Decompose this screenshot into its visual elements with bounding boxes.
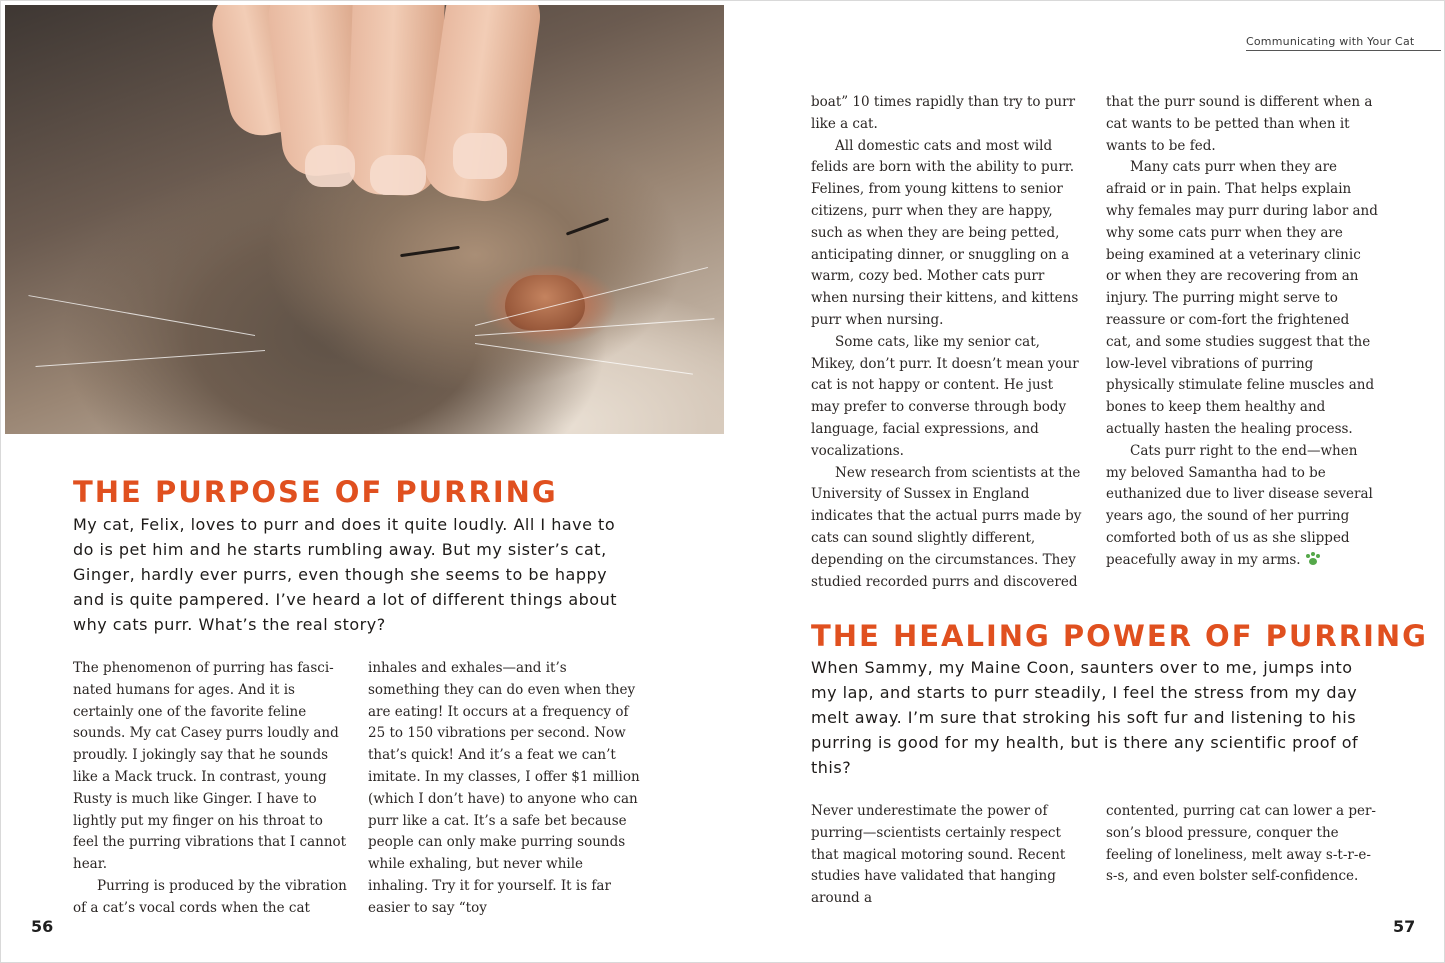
cat-eye (400, 246, 460, 257)
column-right-2 (1106, 92, 1378, 572)
paragraph: that the purr sound is different when a cat wants to be petted than when it wants to be fed. (1106, 94, 1373, 154)
column-right-4 (1106, 801, 1378, 888)
cat-photo (5, 5, 724, 434)
paragraph: Some cats, like my senior cat, Mikey, don’t purr. It doesn’t mean your cat is not happy or content. He just may prefer to converse through body language, facial expressions, and vocalizations. (811, 333, 1079, 459)
fingernail (305, 145, 355, 187)
fingernail (453, 133, 507, 179)
cat-nose (505, 275, 585, 330)
paragraph: New research from scientists at the University of Sussex in England indicates that the actual purrs made by cats can sound slightly different, depending on the circumstances. They studied recorded purrs and discovered (811, 464, 1082, 590)
paw-print-icon (1305, 552, 1321, 566)
section-title-purpose: THE PURPOSE OF PURRING (73, 475, 558, 509)
reader-question-1: My cat, Felix, loves to purr and does it quite loudly. All I have to do is pet him and he starts rumbling away. But my sister’s cat, Ginger, hardly ever purrs, even though she seems to be happy and is quite pampered. I’ve heard a lot of different things about why cats purr. What’s the real story? (73, 515, 617, 634)
paragraph: boat” 10 times rapidly than try to purr like a cat. (811, 94, 1076, 132)
column-left-1 (73, 658, 348, 920)
paragraph: The phenomenon of purring has fasci-nated humans for ages. And it is certainly one of the favorite feline sounds. My cat Casey purrs loudly and proudly. I jokingly say that he sounds like a Mack truck. In contrast, young Rusty is much like Ginger. I have to lightly put my finger on his throat to feel the purring vibrations that I cannot hear. (73, 660, 347, 873)
paragraph: Many cats purr when they are afraid or in pain. That helps explain why females may purr during labor and why some cats purr when they are being examined at a veterinary clinic or when they are recovering from an injury. The purring might serve to reassure or com-fort the frightened cat, and some studies suggest that the low-level vibrations of purring physically stimulate feline muscles and bones to keep them healthy and actually hasten the healing process. (1106, 159, 1378, 437)
paragraph: inhales and exhales—and it’s something they can do even when they are eating! It occurs at a frequency of 25 to 150 vibrations per second. Now that’s quick! And it’s a feat we can’t imitate. In my classes, I offer $1 million (which I don’t have) to anyone who can purr like a cat. It’s a safe bet because people can only make purring sounds while exhaling, but never while inhaling. Try it for yourself. It is far easier to say “toy (368, 660, 640, 916)
paragraph: contented, purring cat can lower a per-son’s blood pressure, conquer the feeling of loneliness, melt away s-t-r-e-s-s, and even bolster self-confidence. (1106, 803, 1376, 885)
cat-eye (566, 217, 609, 235)
whisker (28, 295, 255, 336)
paragraph (1106, 441, 1378, 572)
section-title-healing: THE HEALING POWER OF PURRING (811, 619, 1428, 653)
column-right-1 (811, 92, 1083, 593)
fingernail (370, 155, 426, 195)
column-right-3 (811, 801, 1083, 910)
whisker (475, 343, 693, 375)
page-number-right: 57 (1393, 917, 1416, 936)
paragraph: All domestic cats and most wild felids are born with the ability to purr. Felines, from young kittens to senior citizens, purr when they are happy, such as when they are being petted, anticipating dinner, or snuggling on a warm, cozy bed. Mother cats purr when nursing their kittens, and kittens purr when nursing. (811, 137, 1079, 328)
paragraph: Never underestimate the power of purring—scientists certainly respect that magical motoring sound. Recent studies have validated that hanging around a (811, 803, 1066, 907)
running-head: Communicating with Your Cat (1246, 35, 1441, 51)
paragraph-text: Cats purr right to the end—when my beloved Samantha had to be euthanized due to liver disease several years ago, the sound of her purring comforted both of us as she slipped peacefully away in my arms. (1106, 442, 1373, 568)
paragraph: Purring is produced by the vibration of a cat’s vocal cords when the cat (73, 877, 347, 916)
whisker (36, 350, 266, 367)
page-number-left: 56 (31, 917, 54, 936)
reader-question-2: When Sammy, my Maine Coon, saunters over to me, jumps into my lap, and starts to purr steadily, I feel the stress from my day melt away. I’m sure that stroking his soft fur and listening to his purring is good for my health, but is there any scientific proof of this? (811, 658, 1359, 777)
column-left-2 (368, 658, 640, 920)
